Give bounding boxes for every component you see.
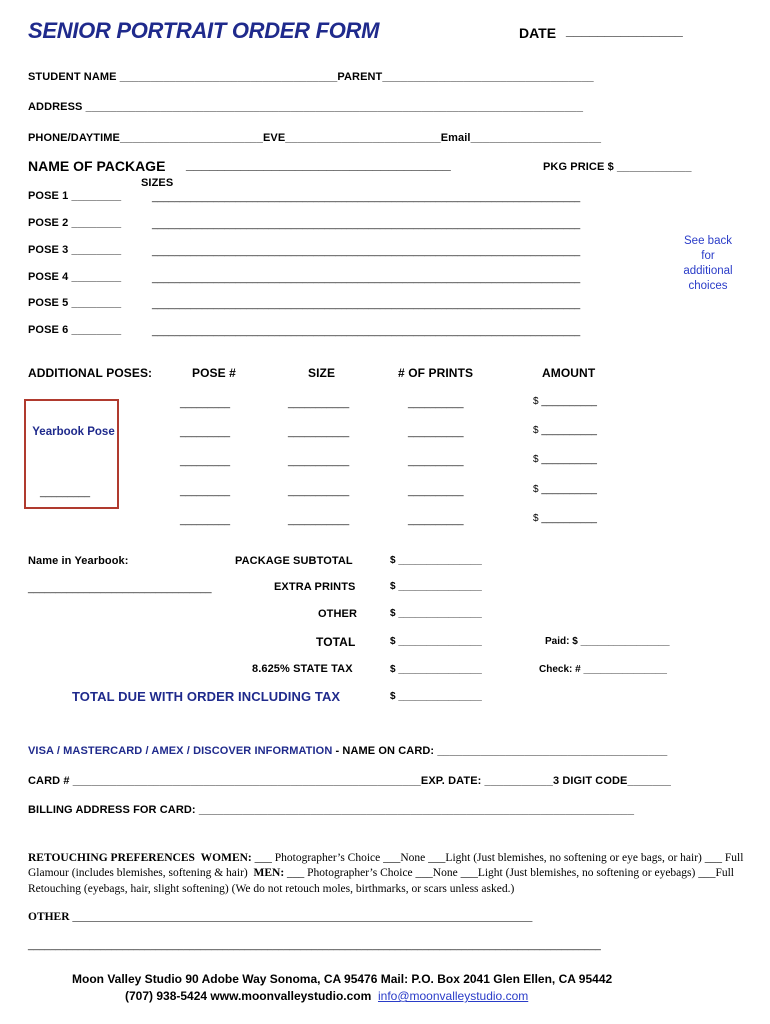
studio-address: Moon Valley Studio 90 Adobe Way Sonoma, CA 95476 Mail: P.O. Box 2041 Glen Ellen, CA 95442: [72, 972, 613, 986]
extra-prints-label: EXTRA PRINTS: [274, 581, 356, 593]
amount-field[interactable]: $ __________: [533, 454, 597, 465]
card-number-row[interactable]: CARD # ________________________________________________________EXP. DATE: ___________3 DIGIT CODE_______: [28, 775, 672, 787]
state-tax-label: 8.625% STATE TAX: [252, 663, 353, 675]
women-options[interactable]: ___ Photographer’s Choice ___None ___Light (Just blemishes, no softening or eye bags, or hair) ___ Full Glamour (includes blemishes, softening & hair): [28, 852, 744, 880]
prints-field[interactable]: __________: [408, 398, 464, 409]
pose-label[interactable]: POSE 2 ________: [28, 217, 122, 229]
prints-field[interactable]: __________: [408, 427, 464, 438]
prints-field[interactable]: __________: [408, 515, 464, 526]
package-name-field[interactable]: __________________________________: [186, 156, 451, 172]
men-options[interactable]: ___ Photographer’s Choice ___None ___Light (Just blemishes, no softening or eyebags) ___Full Retouching (eyebags, hair, slight softening) (We do not retouch moles, birthmarks, or scars unless asked.): [28, 867, 734, 895]
retouching-preferences: [28, 851, 746, 897]
size-field[interactable]: ___________: [288, 427, 350, 438]
package-price-field[interactable]: PKG PRICE $ ____________: [543, 161, 692, 173]
total-due-field[interactable]: $ _______________: [390, 691, 482, 702]
additional-poses-label: ADDITIONAL POSES:: [28, 366, 153, 380]
pose-label[interactable]: POSE 3 ________: [28, 244, 122, 256]
pose-number-field[interactable]: _________: [180, 486, 231, 497]
date-label: DATE: [519, 25, 557, 41]
men-label: MEN:: [253, 867, 285, 880]
package-subtotal-field[interactable]: $ _______________: [390, 555, 482, 566]
col-prints-header: # OF PRINTS: [398, 366, 474, 380]
other-retouch-field[interactable]: ____________________________________________________________________________________________: [72, 912, 533, 923]
state-tax-field[interactable]: $ _______________: [390, 664, 482, 675]
pose-sizes-line[interactable]: _____________________________________________________________________________: [152, 299, 581, 310]
studio-contact: [125, 989, 528, 1003]
retouching-label: RETOUCHING PREFERENCES: [28, 852, 195, 864]
pose-number-field[interactable]: _________: [180, 398, 231, 409]
pose-sizes-line[interactable]: _____________________________________________________________________________: [152, 192, 581, 203]
name-on-card-field[interactable]: - NAME ON CARD: _____________________________________: [332, 745, 668, 757]
pose-sizes-line[interactable]: _____________________________________________________________________________: [152, 246, 581, 257]
pose-number-field[interactable]: _________: [180, 456, 231, 467]
other-label: OTHER: [318, 608, 357, 620]
studio-phone-web: (707) 938-5424 www.moonvalleystudio.com: [125, 989, 372, 1003]
yearbook-pose-box[interactable]: [24, 399, 119, 509]
date-field[interactable]: _______________: [566, 22, 683, 38]
pose-label[interactable]: POSE 6 ________: [28, 324, 122, 336]
size-field[interactable]: ___________: [288, 398, 350, 409]
form-title: SENIOR PORTRAIT ORDER FORM: [28, 18, 380, 43]
total-due-label: TOTAL DUE WITH ORDER INCLUDING TAX: [72, 689, 341, 704]
paid-field[interactable]: Paid: $ ________________: [545, 636, 670, 647]
col-pose-header: POSE #: [192, 366, 236, 380]
name-in-yearbook-field[interactable]: _________________________________: [28, 583, 212, 594]
pose-sizes-line[interactable]: _____________________________________________________________________________: [152, 273, 581, 284]
pose-label[interactable]: POSE 1 ________: [28, 190, 122, 202]
billing-address-field[interactable]: BILLING ADDRESS FOR CARD: ______________________________________________________________________: [28, 804, 635, 816]
pose-label[interactable]: POSE 5 ________: [28, 297, 122, 309]
pose-number-field[interactable]: _________: [180, 515, 231, 526]
total-label: TOTAL: [316, 635, 356, 649]
pose-label[interactable]: POSE 4 ________: [28, 271, 122, 283]
retouching-other-row: [28, 911, 532, 923]
studio-email-link[interactable]: info@moonvalleystudio.com: [377, 989, 529, 1003]
prints-field[interactable]: __________: [408, 486, 464, 497]
yearbook-pose-label: Yearbook Pose: [32, 426, 115, 438]
amount-field[interactable]: $ __________: [533, 513, 597, 524]
other-field[interactable]: $ _______________: [390, 608, 482, 619]
size-field[interactable]: ___________: [288, 456, 350, 467]
women-label: WOMEN:: [200, 852, 252, 864]
size-field[interactable]: ___________: [288, 486, 350, 497]
sizes-label: SIZES: [141, 177, 174, 189]
prints-field[interactable]: __________: [408, 456, 464, 467]
phone-email-field[interactable]: PHONE/DAYTIME_______________________EVE_________________________Email_____________________: [28, 132, 602, 144]
student-parent-field[interactable]: STUDENT NAME ___________________________________PARENT__________________________________: [28, 71, 594, 83]
amount-field[interactable]: $ __________: [533, 484, 597, 495]
other-retouch-extra-line[interactable]: _______________________________________________________________________________________________________: [28, 940, 601, 951]
col-amount-header: AMOUNT: [542, 366, 596, 380]
amount-field[interactable]: $ __________: [533, 396, 597, 407]
extra-prints-field[interactable]: $ _______________: [390, 581, 482, 592]
see-back-note: See back for additional choices: [683, 235, 733, 292]
pose-sizes-line[interactable]: _____________________________________________________________________________: [152, 326, 581, 337]
size-field[interactable]: ___________: [288, 515, 350, 526]
col-size-header: SIZE: [308, 366, 336, 380]
address-field[interactable]: ADDRESS ________________________________________________________________________________: [28, 101, 584, 113]
package-name-label: NAME OF PACKAGE: [28, 158, 166, 174]
pose-sizes-line[interactable]: _____________________________________________________________________________: [152, 219, 581, 230]
name-in-yearbook-label: Name in Yearbook:: [28, 555, 129, 567]
pose-number-field[interactable]: _________: [180, 427, 231, 438]
amount-field[interactable]: $ __________: [533, 425, 597, 436]
card-types-label: VISA / MASTERCARD / AMEX / DISCOVER INFORMATION: [28, 745, 333, 757]
package-subtotal-label: PACKAGE SUBTOTAL: [235, 555, 353, 567]
card-name-row: [28, 745, 667, 757]
total-field[interactable]: $ _______________: [390, 636, 482, 647]
yearbook-pose-field[interactable]: _________: [40, 487, 91, 498]
check-field[interactable]: Check: # _______________: [539, 664, 667, 675]
other-retouch-label: OTHER: [28, 911, 70, 923]
